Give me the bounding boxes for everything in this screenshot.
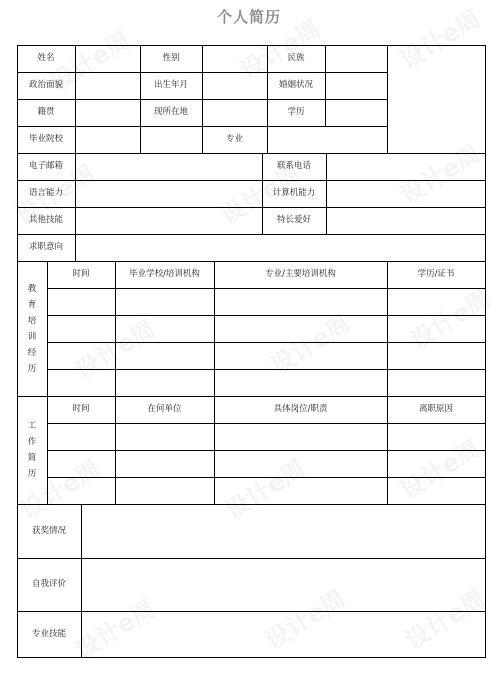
computer-skill-field[interactable] [327, 181, 485, 207]
education-cell[interactable] [48, 289, 115, 315]
label-residence: 现所在地 [153, 107, 188, 117]
birth-date-field[interactable] [203, 73, 267, 99]
native-place-field[interactable] [76, 100, 140, 126]
education-cell[interactable] [388, 316, 485, 342]
page-title: 个人简历 [216, 8, 281, 26]
work-section-label: 工作简历 [27, 421, 37, 479]
awards-field[interactable] [82, 505, 485, 558]
table-border-h [17, 657, 486, 658]
professional-skills-field[interactable] [82, 612, 485, 657]
work-cell[interactable] [388, 424, 485, 450]
gender-field[interactable] [203, 46, 267, 72]
work-header-3: 离职原因 [418, 404, 453, 414]
education-level-field[interactable] [326, 100, 387, 126]
label-graduate-school: 毕业院校 [28, 134, 63, 144]
education-header-1: 毕业学校/培训机构 [129, 269, 200, 279]
label-birth-date: 出生年月 [153, 80, 188, 90]
education-cell[interactable] [388, 343, 485, 369]
job-intention-field[interactable] [76, 235, 485, 261]
education-header-3: 学历/证书 [417, 269, 455, 279]
education-cell[interactable] [388, 289, 485, 315]
work-cell[interactable] [215, 451, 387, 477]
education-cell[interactable] [116, 289, 214, 315]
education-header-0: 时间 [72, 269, 90, 279]
email-field[interactable] [76, 154, 262, 180]
work-cell[interactable] [388, 451, 485, 477]
work-cell[interactable] [48, 451, 115, 477]
label-professional-skills: 专业技能 [31, 628, 66, 639]
label-major: 专业 [225, 134, 243, 144]
label-name: 姓名 [37, 53, 55, 63]
political-status-field[interactable] [76, 73, 140, 99]
table-border-v [485, 45, 486, 658]
self-evaluation-field[interactable] [82, 559, 485, 611]
label-native-place: 籍贯 [37, 107, 55, 117]
label-computer-skill: 计算机能力 [272, 188, 316, 198]
major-field[interactable] [268, 127, 485, 153]
label-job-intention: 求职意向 [28, 242, 63, 252]
education-cell[interactable] [116, 316, 214, 342]
education-cell[interactable] [215, 370, 387, 396]
label-email: 电子邮箱 [28, 161, 63, 171]
work-header-0: 时间 [72, 404, 90, 414]
label-self-evaluation: 自我评价 [31, 579, 66, 589]
label-education-level: 学历 [287, 107, 305, 117]
work-cell[interactable] [116, 451, 214, 477]
label-language-skill: 语言能力 [28, 188, 63, 198]
work-cell[interactable] [48, 478, 115, 504]
education-cell[interactable] [388, 370, 485, 396]
label-political-status: 政治面貌 [28, 80, 63, 90]
work-cell[interactable] [48, 424, 115, 450]
specialties-field[interactable] [327, 208, 485, 234]
name-field[interactable] [76, 46, 140, 72]
language-skill-field[interactable] [76, 181, 262, 207]
work-cell[interactable] [116, 478, 214, 504]
label-phone: 联系电话 [276, 161, 311, 171]
label-marital-status: 婚姻状况 [278, 80, 313, 90]
work-cell[interactable] [215, 478, 387, 504]
work-cell[interactable] [388, 478, 485, 504]
education-cell[interactable] [48, 316, 115, 342]
phone-field[interactable] [327, 154, 485, 180]
education-cell[interactable] [48, 370, 115, 396]
label-specialties: 特长爱好 [276, 215, 311, 225]
residence-field[interactable] [203, 100, 267, 126]
label-gender: 性别 [162, 53, 180, 63]
education-cell[interactable] [48, 343, 115, 369]
marital-status-field[interactable] [326, 73, 387, 99]
label-ethnicity: 民族 [287, 53, 305, 63]
ethnicity-field[interactable] [326, 46, 387, 72]
education-header-2: 专业/主要培训机构 [265, 269, 336, 279]
other-skills-field[interactable] [76, 208, 262, 234]
education-cell[interactable] [215, 316, 387, 342]
education-section-label: 教育培训经历 [27, 283, 37, 374]
work-header-1: 在何单位 [147, 404, 182, 414]
work-cell[interactable] [116, 424, 214, 450]
label-awards: 获奖情况 [31, 525, 66, 536]
education-cell[interactable] [215, 343, 387, 369]
work-cell[interactable] [215, 424, 387, 450]
education-cell[interactable] [116, 370, 214, 396]
education-cell[interactable] [215, 289, 387, 315]
label-other-skills: 其他技能 [28, 215, 63, 225]
work-header-2: 具体岗位/职责 [273, 404, 328, 414]
graduate-school-field[interactable] [76, 127, 202, 153]
education-cell[interactable] [116, 343, 214, 369]
